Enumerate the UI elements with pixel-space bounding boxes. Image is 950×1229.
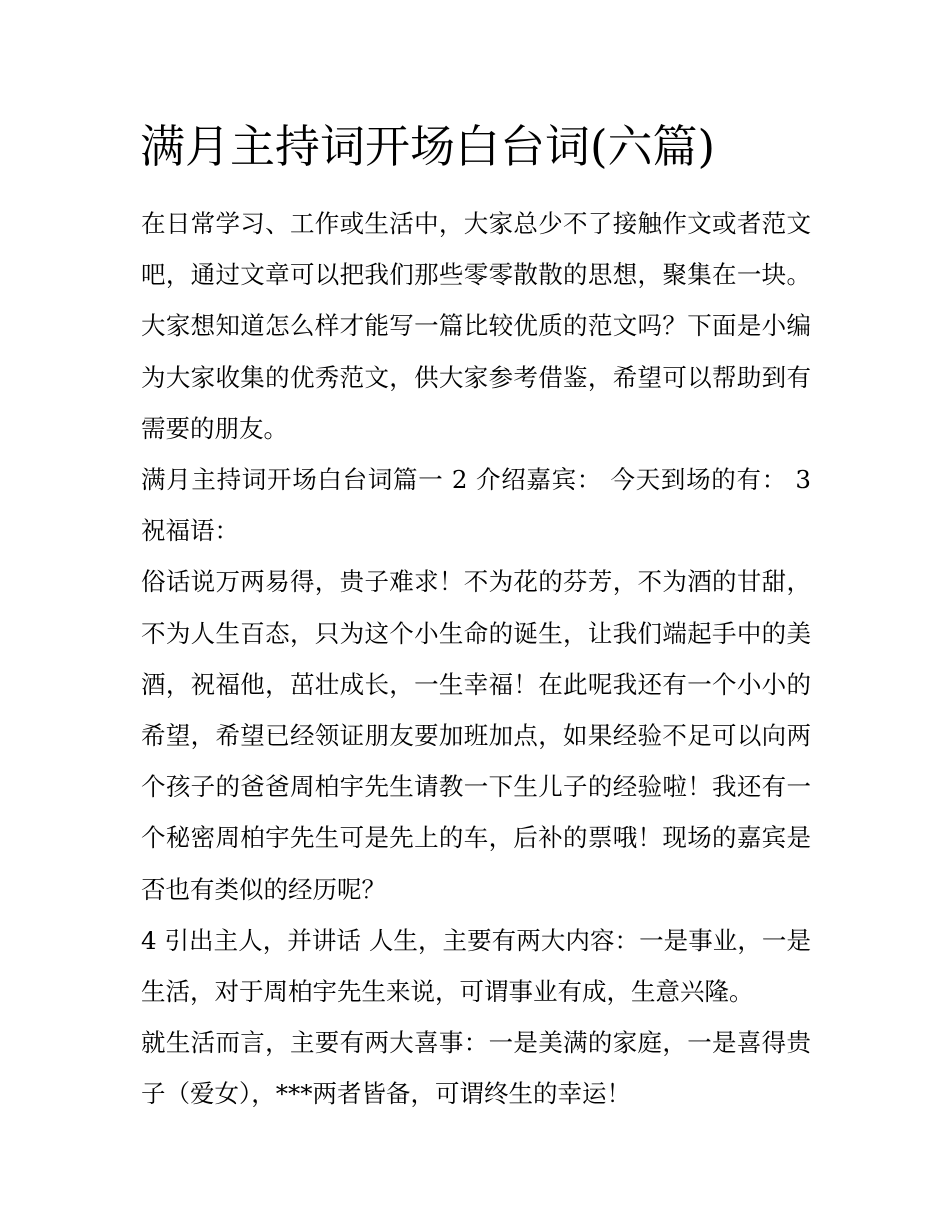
document-title: 满月主持词开场白台词(六篇)	[140, 120, 716, 173]
blessing-paragraph: 俗话说万两易得，贵子难求！不为花的芬芳，不为酒的甘甜，不为人生百态，只为这个小生命的诞生，让我们端起手中的美酒，祝福他，茁壮成长，一生幸福！在此呢我还有一个小小的希望，希望已经领证朋友要加班加点，如果经验不足可以向两个孩子的爸爸周柏宇先生请教一下生儿子的经验啦！我还有一个秘密周柏宇先生可是先上的车，后补的票哦！现场的嘉宾是否也有类似的经历呢？	[141, 567, 811, 904]
document-body	[141, 198, 811, 1120]
intro-paragraph: 在日常学习、工作或生活中，大家总少不了接触作文或者范文吧，通过文章可以把我们那些零零散散的思想，聚集在一块。大家想知道怎么样才能写一篇比较优质的范文吗？下面是小编为大家收集的优秀范文，供大家参考借鉴，希望可以帮助到有需要的朋友。	[141, 209, 811, 443]
host-introduction-paragraph: 4 引出主人，并讲话 人生，主要有两大内容：一是事业，一是生活，对于周柏宇先生来说，可谓事业有成，生意兴隆。	[141, 925, 811, 1007]
family-joy-paragraph: 就生活而言，主要有两大喜事：一是美满的家庭，一是喜得贵子（爱女），***两者皆备，可谓终生的幸运！	[141, 1028, 811, 1109]
section-heading-paragraph: 满月主持词开场白台词篇一 2 介绍嘉宾： 今天到场的有： 3 祝福语：	[141, 465, 811, 546]
